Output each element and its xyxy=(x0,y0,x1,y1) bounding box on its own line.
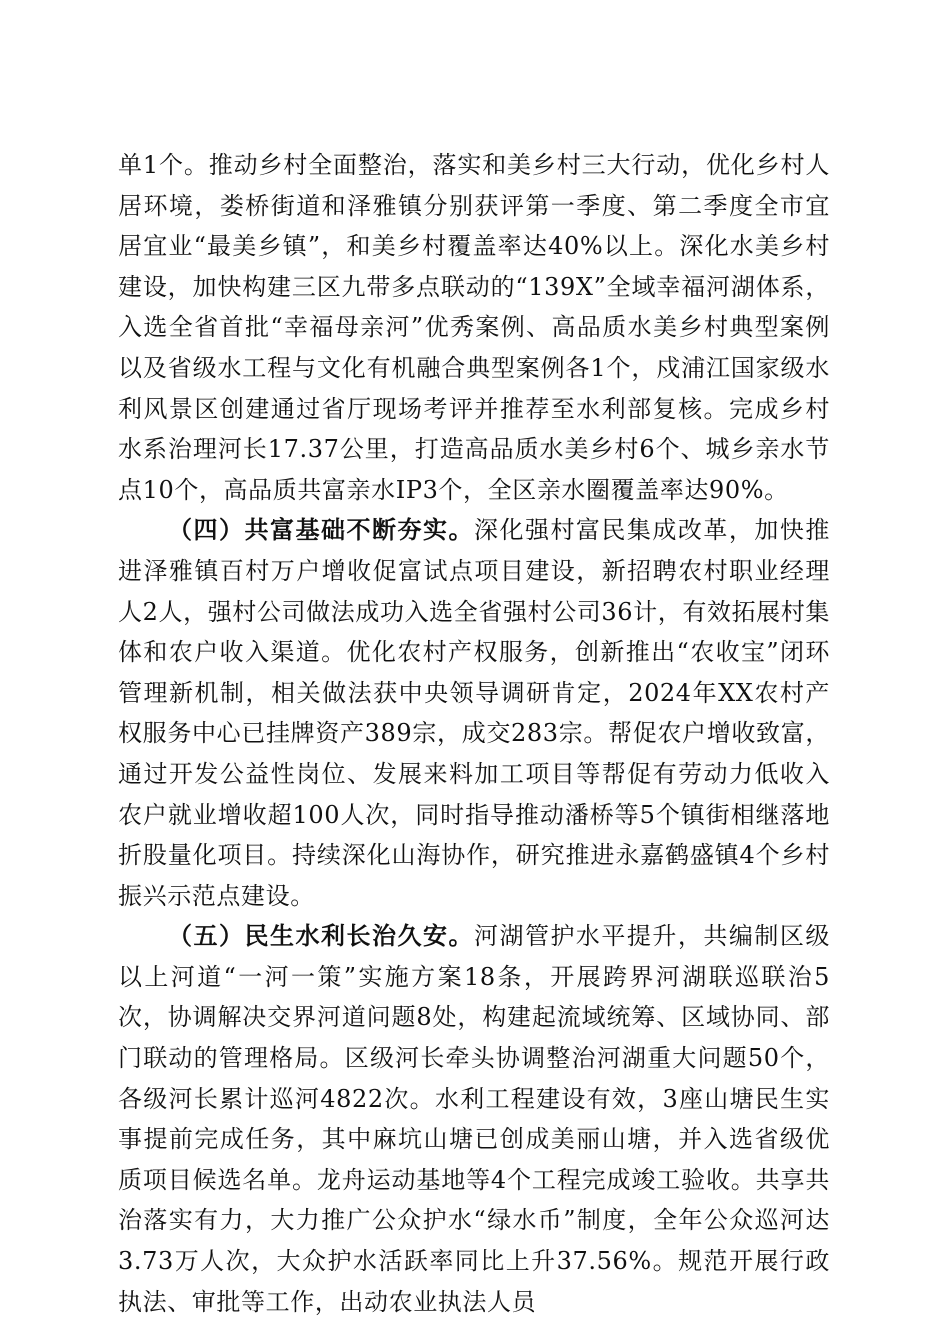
paragraph-body: 河湖管护水平提升，共编制区级以上河道“一河一策”实施方案18条，开展跨界河湖联巡联治5次，协调解决交界河道问题8处，构建起流域统筹、区域协同、部门联动的管理格局。区级河长牵头协调整治河湖重大问题50个，各级河长累计巡河4822次。水利工程建设有效，3座山塘民生实事提前完成任务，其中麻坑山塘已创成美丽山塘，并入选省级优质项目候选名单。龙舟运动基地等4个工程完成竣工验收。共享共治落实有力，大力推广公众护水“绿水币”制度，全年公众巡河达3.73万人次，大众护水活跃率同比上升37.56%。规范开展行政执法、审批等工作，出动农业执法人员 xyxy=(118,922,830,1316)
body-text xyxy=(118,145,830,1322)
section-heading: （五）民生水利长治久安。 xyxy=(168,921,474,951)
paragraph-body: 深化强村富民集成改革，加快推进泽雅镇百村万户增收促富试点项目建设，新招聘农村职业经理人2人，强村公司做法成功入选全省强村公司36计，有效拓展村集体和农户收入渠道。优化农村产权服务，创新推出“农收宝”闭环管理新机制，相关做法获中央领导调研肯定，2024年XX农村产权服务中心已挂牌资产389宗，成交283宗。帮促农户增收致富，通过开发公益性岗位、发展来料加工项目等帮促有劳动力低收入农户就业增收超100人次，同时指导推动潘桥等5个镇街相继落地折股量化项目。持续深化山海协作，研究推进永嘉鹤盛镇4个乡村振兴示范点建设。 xyxy=(118,516,830,910)
paragraph-section-4 xyxy=(118,510,830,916)
paragraph-body: 单1个。推动乡村全面整治，落实和美乡村三大行动，优化乡村人居环境，娄桥街道和泽雅镇分别获评第一季度、第二季度全市宜居宜业“最美乡镇”，和美乡村覆盖率达40%以上。深化水美乡村建设，加快构建三区九带多点联动的“139X”全域幸福河湖体系，入选全省首批“幸福母亲河”优秀案例、高品质水美乡村典型案例以及省级水工程与文化有机融合典型案例各1个，戍浦江国家级水利风景区创建通过省厅现场考评并推荐至水利部复核。完成乡村水系治理河长17.37公里，打造高品质水美乡村6个、城乡亲水节点10个，高品质共富亲水IP3个，全区亲水圈覆盖率达90%。 xyxy=(118,151,830,504)
paragraph-section-5 xyxy=(118,916,830,1322)
section-heading: （四）共富基础不断夯实。 xyxy=(168,515,474,545)
paragraph-continuation xyxy=(118,145,830,510)
